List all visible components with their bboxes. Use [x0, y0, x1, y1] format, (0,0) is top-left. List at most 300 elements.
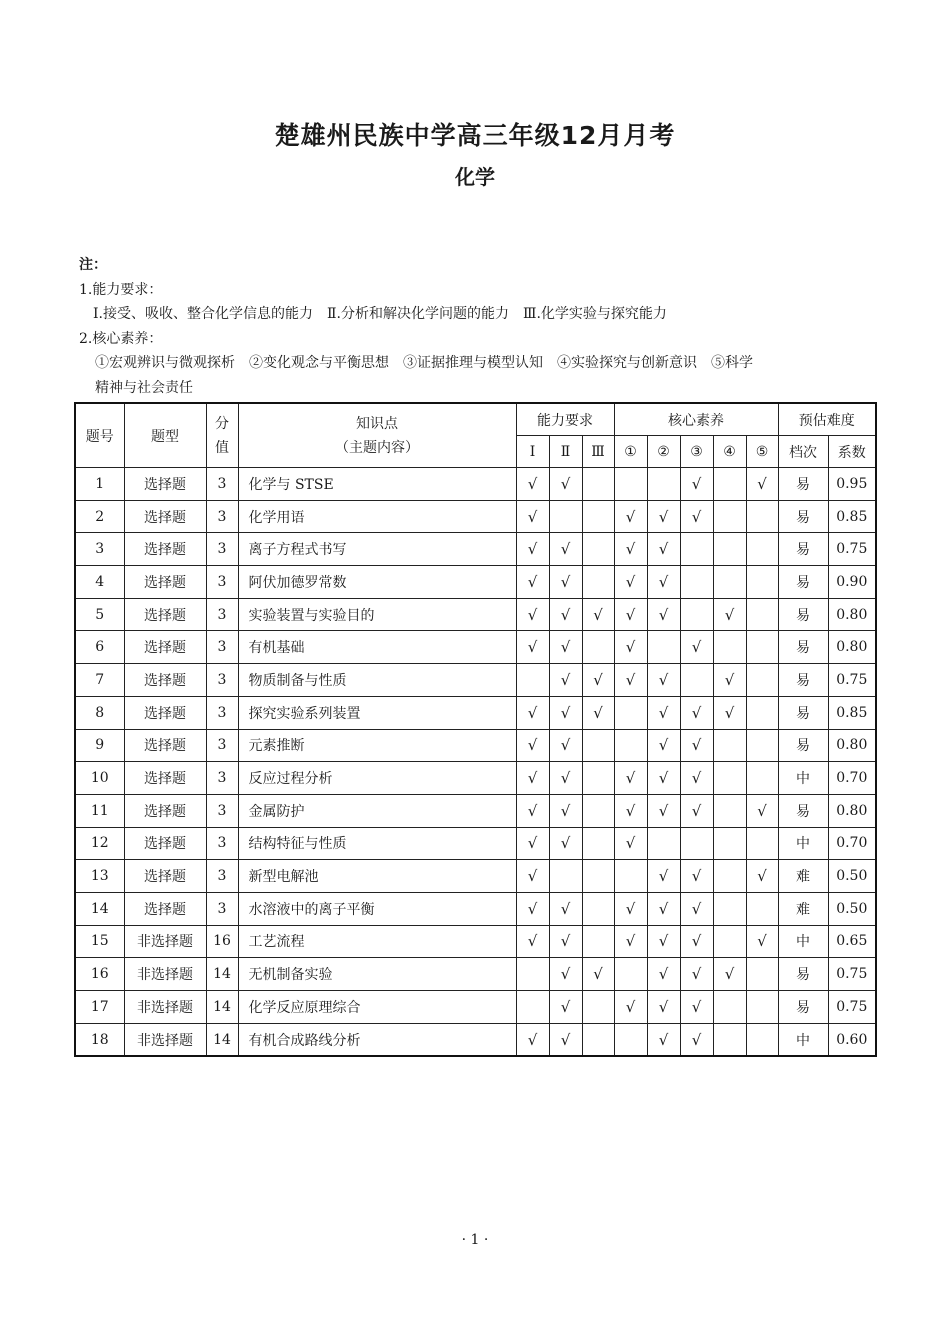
page-subtitle: 化学 [455, 165, 495, 189]
cell-ability-3: √ [582, 598, 614, 631]
cell-level: 易 [778, 566, 828, 599]
cell-ability-3 [582, 794, 614, 827]
cell-literacy-5 [746, 827, 778, 860]
header-knowledge [238, 403, 516, 468]
cell-ability-2 [549, 860, 582, 893]
header-ability-iii: Ⅲ [582, 436, 614, 468]
cell-literacy-1: √ [614, 500, 647, 533]
cell-ability-1: √ [516, 598, 549, 631]
cell-topic: 阿伏加德罗常数 [238, 566, 516, 599]
cell-coefficient: 0.50 [828, 892, 876, 925]
cell-coefficient: 0.65 [828, 925, 876, 958]
cell-coefficient: 0.70 [828, 762, 876, 795]
cell-literacy-5 [746, 533, 778, 566]
cell-type: 非选择题 [124, 958, 206, 991]
cell-literacy-5: √ [746, 468, 778, 501]
cell-literacy-3: √ [680, 729, 713, 762]
cell-number: 8 [75, 696, 124, 729]
cell-number: 17 [75, 991, 124, 1024]
cell-score: 14 [206, 1023, 238, 1056]
cell-topic: 工艺流程 [238, 925, 516, 958]
cell-ability-2: √ [549, 533, 582, 566]
cell-number: 11 [75, 794, 124, 827]
notes-item2-label: 2.核心素养： [79, 330, 163, 347]
cell-literacy-5: √ [746, 794, 778, 827]
cell-level: 易 [778, 664, 828, 697]
cell-literacy-1: √ [614, 762, 647, 795]
cell-ability-2: √ [549, 827, 582, 860]
cell-literacy-4: √ [713, 664, 746, 697]
cell-literacy-2: √ [647, 729, 680, 762]
cell-literacy-2 [647, 631, 680, 664]
notes-item1-text: Ⅰ.接受、吸收、整合化学信息的能力 Ⅱ.分析和解决化学问题的能力 Ⅲ.化学实验与探究能力 [93, 306, 667, 322]
cell-ability-1: √ [516, 925, 549, 958]
cell-coefficient: 0.80 [828, 794, 876, 827]
cell-level: 易 [778, 631, 828, 664]
cell-topic: 化学用语 [238, 500, 516, 533]
cell-literacy-5 [746, 892, 778, 925]
table-row [75, 468, 876, 501]
notes-item1-label: 1.能力要求： [79, 281, 163, 298]
cell-literacy-3: √ [680, 468, 713, 501]
cell-ability-1: √ [516, 860, 549, 893]
cell-type: 选择题 [124, 827, 206, 860]
cell-ability-2: √ [549, 991, 582, 1024]
cell-literacy-1: √ [614, 827, 647, 860]
cell-literacy-1 [614, 696, 647, 729]
table-row [75, 1023, 876, 1056]
cell-ability-2: √ [549, 566, 582, 599]
cell-literacy-3 [680, 827, 713, 860]
cell-type: 选择题 [124, 533, 206, 566]
notes-item2-text-line1: ①宏观辨识与微观探析 ②变化观念与平衡思想 ③证据推理与模型认知 ④实验探究与创新意识 ⑤科学 [95, 355, 753, 371]
cell-topic: 有机合成路线分析 [238, 1023, 516, 1056]
cell-ability-1: √ [516, 468, 549, 501]
cell-literacy-2: √ [647, 598, 680, 631]
cell-literacy-3 [680, 533, 713, 566]
header-ability-i: Ⅰ [516, 436, 549, 468]
cell-ability-3 [582, 468, 614, 501]
cell-literacy-1 [614, 958, 647, 991]
notes-heading: 注： [79, 257, 107, 273]
exam-analysis-table [74, 402, 877, 1057]
table-row [75, 762, 876, 795]
table-row [75, 566, 876, 599]
cell-literacy-5: √ [746, 860, 778, 893]
table-row [75, 631, 876, 664]
cell-literacy-2 [647, 468, 680, 501]
cell-ability-3: √ [582, 696, 614, 729]
cell-literacy-3 [680, 598, 713, 631]
cell-topic: 新型电解池 [238, 860, 516, 893]
cell-literacy-5 [746, 1023, 778, 1056]
cell-type: 选择题 [124, 729, 206, 762]
cell-number: 1 [75, 468, 124, 501]
cell-literacy-5 [746, 500, 778, 533]
cell-number: 2 [75, 500, 124, 533]
cell-literacy-1: √ [614, 631, 647, 664]
cell-number: 9 [75, 729, 124, 762]
cell-literacy-1: √ [614, 991, 647, 1024]
cell-coefficient: 0.95 [828, 468, 876, 501]
header-literacy-5: ⑤ [746, 436, 778, 468]
cell-literacy-5 [746, 631, 778, 664]
cell-score: 3 [206, 500, 238, 533]
cell-number: 5 [75, 598, 124, 631]
cell-literacy-3: √ [680, 696, 713, 729]
cell-type: 选择题 [124, 631, 206, 664]
cell-number: 3 [75, 533, 124, 566]
cell-topic: 无机制备实验 [238, 958, 516, 991]
cell-coefficient: 0.85 [828, 696, 876, 729]
table-row [75, 598, 876, 631]
cell-literacy-1 [614, 729, 647, 762]
cell-ability-1 [516, 958, 549, 991]
cell-coefficient: 0.85 [828, 500, 876, 533]
cell-literacy-4 [713, 533, 746, 566]
cell-ability-3 [582, 892, 614, 925]
cell-literacy-3: √ [680, 794, 713, 827]
cell-type: 非选择题 [124, 925, 206, 958]
cell-number: 14 [75, 892, 124, 925]
cell-level: 易 [778, 794, 828, 827]
cell-literacy-4 [713, 892, 746, 925]
cell-level: 易 [778, 958, 828, 991]
cell-number: 4 [75, 566, 124, 599]
header-level: 档次 [778, 436, 828, 468]
cell-score: 3 [206, 762, 238, 795]
cell-literacy-2: √ [647, 500, 680, 533]
cell-literacy-4 [713, 500, 746, 533]
cell-level: 中 [778, 827, 828, 860]
header-ability: 能力要求 [516, 403, 614, 436]
cell-literacy-3: √ [680, 500, 713, 533]
cell-coefficient: 0.80 [828, 631, 876, 664]
cell-ability-2: √ [549, 958, 582, 991]
cell-topic: 有机基础 [238, 631, 516, 664]
cell-type: 非选择题 [124, 991, 206, 1024]
table-row [75, 533, 876, 566]
cell-literacy-4 [713, 729, 746, 762]
cell-ability-1: √ [516, 762, 549, 795]
cell-literacy-4 [713, 762, 746, 795]
cell-literacy-1: √ [614, 794, 647, 827]
cell-literacy-5 [746, 958, 778, 991]
cell-level: 易 [778, 696, 828, 729]
cell-score: 3 [206, 533, 238, 566]
cell-literacy-5 [746, 566, 778, 599]
cell-literacy-1 [614, 860, 647, 893]
cell-topic: 结构特征与性质 [238, 827, 516, 860]
notes-section [79, 253, 879, 400]
cell-topic: 元素推断 [238, 729, 516, 762]
table-body [75, 468, 876, 1057]
cell-ability-3 [582, 991, 614, 1024]
cell-level: 易 [778, 598, 828, 631]
cell-topic: 探究实验系列装置 [238, 696, 516, 729]
table-row [75, 500, 876, 533]
cell-score: 14 [206, 958, 238, 991]
cell-coefficient: 0.60 [828, 1023, 876, 1056]
cell-ability-2: √ [549, 468, 582, 501]
cell-ability-1 [516, 664, 549, 697]
cell-literacy-3: √ [680, 925, 713, 958]
cell-ability-3 [582, 566, 614, 599]
cell-literacy-3 [680, 566, 713, 599]
table-row [75, 958, 876, 991]
cell-number: 10 [75, 762, 124, 795]
cell-number: 15 [75, 925, 124, 958]
cell-coefficient: 0.80 [828, 598, 876, 631]
cell-literacy-4 [713, 1023, 746, 1056]
cell-number: 16 [75, 958, 124, 991]
cell-literacy-4 [713, 794, 746, 827]
cell-literacy-4 [713, 991, 746, 1024]
cell-ability-3 [582, 860, 614, 893]
cell-literacy-2: √ [647, 533, 680, 566]
cell-literacy-2: √ [647, 958, 680, 991]
cell-literacy-1: √ [614, 925, 647, 958]
header-literacy-4: ④ [713, 436, 746, 468]
cell-level: 中 [778, 762, 828, 795]
cell-topic: 反应过程分析 [238, 762, 516, 795]
cell-literacy-2: √ [647, 762, 680, 795]
cell-ability-1: √ [516, 500, 549, 533]
header-knowledge-line1: 知识点 [356, 415, 398, 432]
cell-literacy-3 [680, 664, 713, 697]
cell-level: 中 [778, 1023, 828, 1056]
header-score [206, 403, 238, 468]
cell-topic: 物质制备与性质 [238, 664, 516, 697]
cell-ability-1: √ [516, 533, 549, 566]
cell-score: 3 [206, 664, 238, 697]
cell-literacy-3: √ [680, 958, 713, 991]
cell-score: 3 [206, 566, 238, 599]
cell-literacy-2: √ [647, 566, 680, 599]
cell-number: 12 [75, 827, 124, 860]
cell-literacy-2: √ [647, 860, 680, 893]
cell-number: 18 [75, 1023, 124, 1056]
cell-level: 难 [778, 860, 828, 893]
header-ability-ii: Ⅱ [549, 436, 582, 468]
header-score-line1: 分 [215, 415, 229, 432]
cell-literacy-4: √ [713, 696, 746, 729]
cell-literacy-3: √ [680, 762, 713, 795]
cell-literacy-5 [746, 664, 778, 697]
cell-literacy-3: √ [680, 860, 713, 893]
cell-ability-1: √ [516, 566, 549, 599]
cell-coefficient: 0.75 [828, 991, 876, 1024]
cell-level: 易 [778, 991, 828, 1024]
table-row [75, 794, 876, 827]
table-header-row-1 [75, 403, 876, 436]
table-row [75, 925, 876, 958]
cell-ability-2: √ [549, 892, 582, 925]
cell-coefficient: 0.50 [828, 860, 876, 893]
cell-literacy-1: √ [614, 598, 647, 631]
page-number: · 1 · [461, 1232, 489, 1248]
header-literacy-3: ③ [680, 436, 713, 468]
cell-ability-2: √ [549, 631, 582, 664]
cell-literacy-3: √ [680, 892, 713, 925]
cell-score: 3 [206, 794, 238, 827]
cell-literacy-1: √ [614, 892, 647, 925]
cell-ability-1: √ [516, 729, 549, 762]
header-score-line2: 值 [215, 439, 229, 456]
cell-score: 3 [206, 729, 238, 762]
cell-ability-2 [549, 500, 582, 533]
cell-literacy-1 [614, 468, 647, 501]
cell-score: 16 [206, 925, 238, 958]
cell-type: 选择题 [124, 598, 206, 631]
cell-literacy-4 [713, 925, 746, 958]
cell-ability-3: √ [582, 664, 614, 697]
cell-literacy-2: √ [647, 664, 680, 697]
cell-literacy-2: √ [647, 1023, 680, 1056]
cell-level: 中 [778, 925, 828, 958]
notes-item2-text-line2: 精神与社会责任 [95, 379, 193, 396]
cell-number: 7 [75, 664, 124, 697]
cell-literacy-1: √ [614, 566, 647, 599]
table-row [75, 827, 876, 860]
cell-coefficient: 0.75 [828, 958, 876, 991]
header-literacy-2: ② [647, 436, 680, 468]
table-row [75, 860, 876, 893]
cell-type: 选择题 [124, 696, 206, 729]
cell-literacy-1 [614, 1023, 647, 1056]
cell-literacy-2: √ [647, 696, 680, 729]
cell-topic: 离子方程式书写 [238, 533, 516, 566]
cell-ability-2: √ [549, 729, 582, 762]
cell-score: 14 [206, 991, 238, 1024]
cell-ability-3 [582, 925, 614, 958]
cell-literacy-4 [713, 631, 746, 664]
cell-ability-3 [582, 1023, 614, 1056]
cell-ability-3 [582, 762, 614, 795]
cell-literacy-2: √ [647, 794, 680, 827]
header-difficulty: 预估难度 [778, 403, 876, 436]
cell-ability-2: √ [549, 598, 582, 631]
cell-ability-1: √ [516, 827, 549, 860]
cell-literacy-4 [713, 860, 746, 893]
cell-topic: 金属防护 [238, 794, 516, 827]
cell-ability-3 [582, 631, 614, 664]
cell-ability-1: √ [516, 696, 549, 729]
cell-ability-3 [582, 500, 614, 533]
cell-literacy-4: √ [713, 598, 746, 631]
cell-ability-1: √ [516, 1023, 549, 1056]
cell-score: 3 [206, 827, 238, 860]
cell-ability-2: √ [549, 664, 582, 697]
cell-literacy-2: √ [647, 892, 680, 925]
cell-ability-1: √ [516, 892, 549, 925]
table-row [75, 664, 876, 697]
cell-literacy-1: √ [614, 664, 647, 697]
cell-ability-2: √ [549, 794, 582, 827]
cell-type: 选择题 [124, 794, 206, 827]
cell-literacy-4 [713, 468, 746, 501]
header-literacy-1: ① [614, 436, 647, 468]
cell-literacy-1: √ [614, 533, 647, 566]
cell-topic: 实验装置与实验目的 [238, 598, 516, 631]
cell-score: 3 [206, 631, 238, 664]
header-knowledge-line2: （主题内容） [335, 439, 419, 456]
table-row [75, 729, 876, 762]
cell-level: 易 [778, 500, 828, 533]
cell-literacy-5 [746, 729, 778, 762]
cell-ability-3 [582, 827, 614, 860]
cell-ability-2: √ [549, 1023, 582, 1056]
cell-ability-2: √ [549, 925, 582, 958]
cell-ability-3: √ [582, 958, 614, 991]
cell-level: 易 [778, 729, 828, 762]
cell-literacy-4 [713, 827, 746, 860]
cell-literacy-3: √ [680, 991, 713, 1024]
header-number: 题号 [75, 403, 124, 468]
cell-type: 非选择题 [124, 1023, 206, 1056]
cell-literacy-5 [746, 696, 778, 729]
cell-type: 选择题 [124, 762, 206, 795]
cell-topic: 化学反应原理综合 [238, 991, 516, 1024]
cell-ability-3 [582, 729, 614, 762]
cell-score: 3 [206, 892, 238, 925]
cell-ability-2: √ [549, 696, 582, 729]
cell-number: 6 [75, 631, 124, 664]
header-literacy: 核心素养 [614, 403, 778, 436]
cell-type: 选择题 [124, 892, 206, 925]
cell-score: 3 [206, 468, 238, 501]
cell-type: 选择题 [124, 566, 206, 599]
cell-ability-1: √ [516, 794, 549, 827]
cell-number: 13 [75, 860, 124, 893]
cell-literacy-4: √ [713, 958, 746, 991]
cell-coefficient: 0.90 [828, 566, 876, 599]
cell-score: 3 [206, 598, 238, 631]
cell-literacy-3: √ [680, 631, 713, 664]
cell-literacy-2 [647, 827, 680, 860]
cell-literacy-2: √ [647, 991, 680, 1024]
cell-coefficient: 0.80 [828, 729, 876, 762]
cell-type: 选择题 [124, 664, 206, 697]
cell-score: 3 [206, 696, 238, 729]
cell-level: 易 [778, 533, 828, 566]
cell-topic: 化学与 STSE [238, 468, 516, 501]
cell-literacy-3: √ [680, 1023, 713, 1056]
cell-ability-1 [516, 991, 549, 1024]
table-row [75, 991, 876, 1024]
cell-ability-1: √ [516, 631, 549, 664]
cell-literacy-2: √ [647, 925, 680, 958]
cell-literacy-5 [746, 991, 778, 1024]
cell-literacy-5: √ [746, 925, 778, 958]
header-coefficient: 系数 [828, 436, 876, 468]
cell-coefficient: 0.75 [828, 664, 876, 697]
cell-level: 难 [778, 892, 828, 925]
page-title: 楚雄州民族中学高三年级12月月考 [274, 121, 676, 150]
cell-literacy-5 [746, 762, 778, 795]
cell-type: 选择题 [124, 500, 206, 533]
table-row [75, 696, 876, 729]
cell-level: 易 [778, 468, 828, 501]
cell-topic: 水溶液中的离子平衡 [238, 892, 516, 925]
cell-ability-3 [582, 533, 614, 566]
cell-coefficient: 0.75 [828, 533, 876, 566]
cell-coefficient: 0.70 [828, 827, 876, 860]
cell-ability-2: √ [549, 762, 582, 795]
cell-type: 选择题 [124, 860, 206, 893]
cell-score: 3 [206, 860, 238, 893]
cell-literacy-5 [746, 598, 778, 631]
